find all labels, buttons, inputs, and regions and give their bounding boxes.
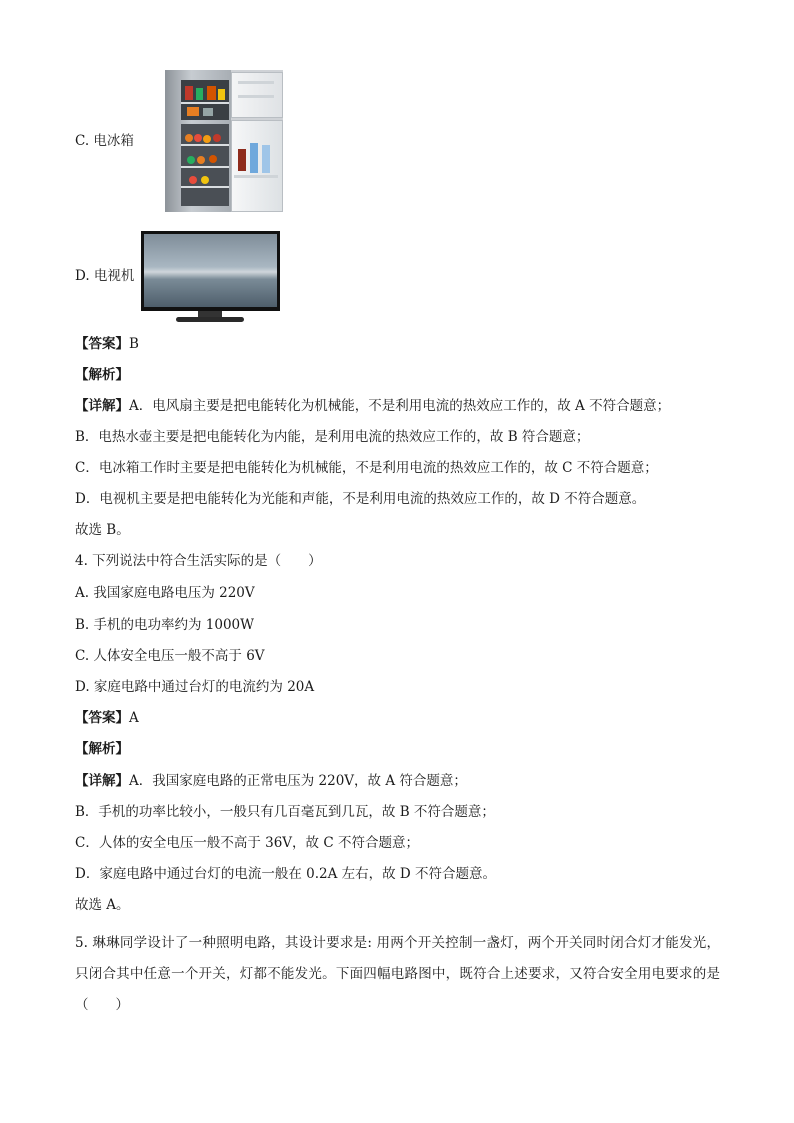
q4-analysis-tag: 【解析】 <box>75 741 129 757</box>
q3-analysis-tag: 【解析】 <box>75 367 129 383</box>
q4-answer: 【答案】A <box>75 710 139 726</box>
q3-answer: 【答案】B <box>75 336 139 352</box>
q4-option-b: B. 手机的电功率约为 1000W <box>75 617 255 633</box>
q4-option-c: C. 人体安全电压一般不高于 6V <box>75 648 265 664</box>
q4-detail-b: B．手机的功率比较小，一般只有几百毫瓦到几瓦，故 B 不符合题意； <box>75 804 495 820</box>
q3-detail-c: C．电冰箱工作时主要是把电能转化为机械能，不是利用电流的热效应工作的，故 C 不符合题意； <box>75 460 658 476</box>
q5-stem: 5. 琳琳同学设计了一种照明电路，其设计要求是: 用两个开关控制一盏灯，两个开关同时闭合灯才能发光，只闭合其中任意一个开关，灯都不能发光。下面四幅电路图中，既符合上述要求，又符合安全用电要求的是（ ） <box>75 935 720 1013</box>
q3-detail-a: 【详解】A．电风扇主要是把电能转化为机械能，不是利用电流的热效应工作的，故 A 不符合题意； <box>75 398 671 414</box>
q3-detail-b: B．电热水壶主要是把电能转化为内能，是利用电流的热效应工作的，故 B 符合题意； <box>75 429 590 445</box>
option-d-label: D. 电视机 <box>75 268 135 284</box>
television-icon <box>138 231 283 324</box>
q4-option-a: A. 我国家庭电路电压为 220V <box>75 585 255 601</box>
option-c-label: C. 电冰箱 <box>75 133 134 149</box>
refrigerator-icon <box>165 70 283 212</box>
q4-detail-c: C．人体的安全电压一般不高于 36V，故 C 不符合题意； <box>75 835 419 851</box>
q4-conclusion: 故选 A。 <box>75 897 130 913</box>
q4-option-d: D. 家庭电路中通过台灯的电流约为 20A <box>75 679 315 695</box>
q4-detail-d: D．家庭电路中通过台灯的电流一般在 0.2A 左右，故 D 不符合题意。 <box>75 866 497 882</box>
q3-detail-d: D．电视机主要是把电能转化为光能和声能，不是利用电流的热效应工作的，故 D 不符合题意。 <box>75 491 646 507</box>
q4-stem: 4. 下列说法中符合生活实际的是（ ） <box>75 553 322 569</box>
q4-detail-a: 【详解】A．我国家庭电路的正常电压为 220V，故 A 符合题意； <box>75 773 467 789</box>
q3-conclusion: 故选 B。 <box>75 522 130 538</box>
